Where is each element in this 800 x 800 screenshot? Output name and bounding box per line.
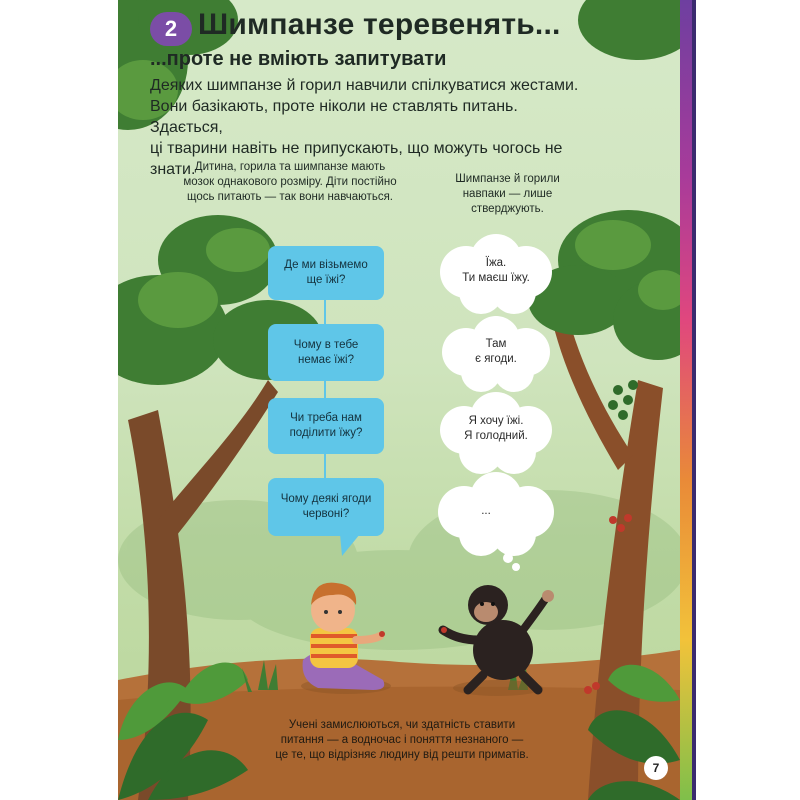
bubble-line: Чи треба нам: [290, 412, 362, 424]
cloud-line: ...: [481, 505, 491, 517]
page-edge-border: [692, 0, 696, 800]
bottom-line: питання — а водночас і поняття незнаного —: [280, 734, 524, 746]
thought-cloud-text: [446, 414, 546, 444]
cloud-line: Я голодний.: [464, 430, 528, 442]
page-edge-strip: [680, 0, 692, 800]
bubble-line: ще їжі?: [306, 274, 346, 286]
bubble-line: червоні?: [302, 508, 350, 520]
caption-left: [165, 160, 415, 205]
bottom-line: Учені замислюються, чи здатність ставити: [288, 719, 516, 731]
cloud-line: є ягоди.: [475, 353, 517, 365]
thought-cloud-text: [446, 504, 526, 519]
caption-line: щось питають — так вони навчаються.: [186, 191, 393, 203]
bubble-line: Чому деякі ягоди: [280, 493, 372, 505]
bottom-line: це те, що відрізняє людину від решти приматів.: [275, 749, 529, 761]
bubble-connector: [324, 381, 326, 398]
bubble-line: поділити їжу?: [289, 427, 363, 439]
page-subtitle: ...проте не вміють запитувати: [150, 48, 447, 70]
bubble-line: Чому в тебе: [293, 338, 359, 351]
child-question-bubble: [268, 246, 384, 300]
caption-line: навпаки — лише: [462, 188, 553, 200]
page-title: Шимпанзе теревенять...: [198, 8, 561, 41]
speech-tail: [340, 534, 360, 558]
bottom-paragraph: [262, 718, 542, 763]
thought-cloud-text: [446, 256, 546, 286]
caption-line: Дитина, горила та шимпанзе мають: [194, 161, 386, 173]
bubble-line: Де ми візьмемо: [284, 259, 368, 271]
caption-line: мозок однакового розміру. Діти постійно: [183, 176, 397, 188]
section-number-badge: 2: [150, 12, 192, 46]
caption-line: Шимпанзе й горили: [455, 173, 560, 185]
intro-line: Вони базікають, проте ніколи не ставлять питань. Здається,: [150, 98, 518, 136]
child-question-bubble: [268, 398, 384, 454]
bubble-connector: [324, 454, 326, 478]
cloud-line: Їжа.: [485, 257, 507, 269]
caption-right: [445, 172, 570, 217]
page-number: 7: [644, 756, 668, 780]
intro-line: Деяких шимпанзе й горил навчили спілкуватися жестами.: [150, 77, 579, 94]
thought-cloud-text: [446, 337, 546, 367]
cloud-line: Я хочу їжі.: [468, 415, 524, 427]
caption-line: стверджують.: [471, 203, 544, 215]
child-question-bubble: [268, 478, 384, 536]
cloud-line: Ти маєш їжу.: [462, 272, 530, 284]
cloud-line: Там: [485, 338, 507, 350]
bubble-line: немає їжі?: [298, 353, 354, 366]
child-question-bubble: [268, 324, 384, 381]
intro-line: ці тварини навіть не припускають, що можуть чогось не знати.: [150, 140, 563, 178]
